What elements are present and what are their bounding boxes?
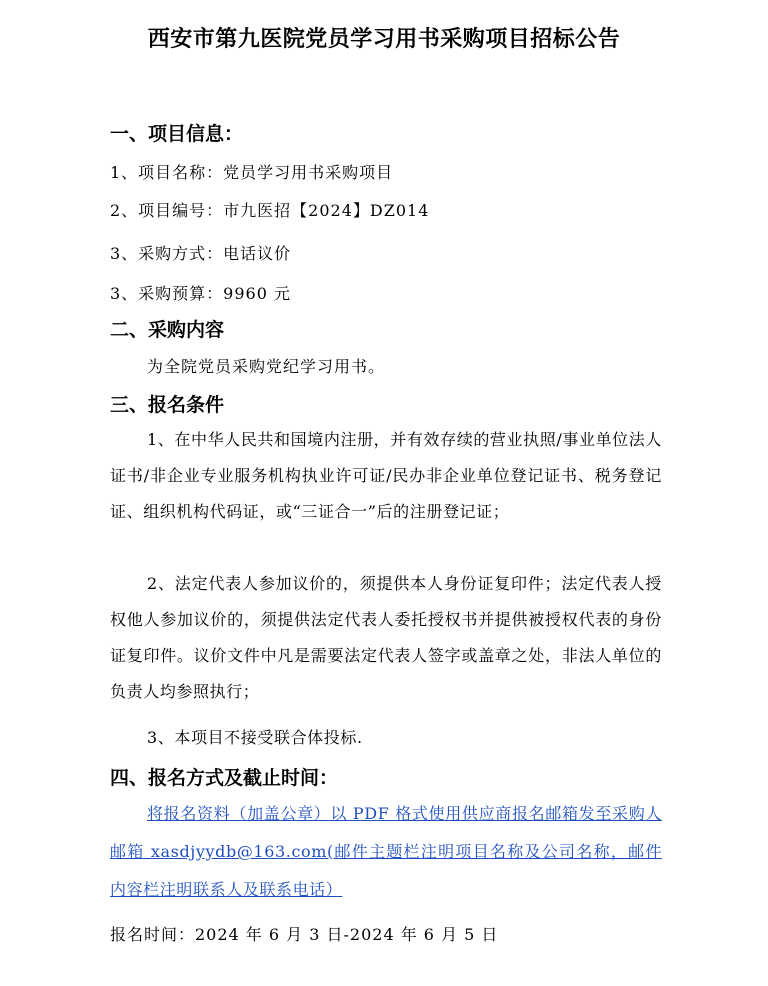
section-heading-purchase-content: 二、采购内容 — [110, 319, 225, 341]
condition-paragraph-2: 2、法定代表人参加议价的，须提供本人身份证复印件；法定代表人授权他人参加议价的，须提供法定代表人委托授权书并提供被授权代表的身份证复印件。议价文件中凡是需要法定代表人签字或盖章之处，非法人单位的负责人均参照执行； — [110, 574, 662, 701]
section-heading-project-info: 一、项目信息： — [110, 123, 244, 145]
condition-paragraph-1: 1、在中华人民共和国境内注册，并有效存续的营业执照/事业单位法人证书/非企业专业服务机构执业许可证/民办非企业单位登记证书、税务登记证、组织机构代码证，或“三证合一”后的注册登记证； — [110, 430, 662, 521]
registration-email-link[interactable]: 将报名资料（加盖公章）以 PDF 格式使用供应商报名邮箱发至采购人邮箱 xasdjyydb@163.com(邮件主题栏注明项目名称及公司名称，邮件内容栏注明联系人及联系电话） — [110, 804, 662, 899]
page-title: 西安市第九医院党员学习用书采购项目招标公告 — [147, 27, 621, 52]
registration-time: 报名时间：2024 年 6 月 3 日-2024 年 6 月 5 日 — [110, 925, 499, 944]
section-heading-registration-conditions: 三、报名条件 — [110, 394, 225, 416]
condition-paragraph-3: 3、本项目不接受联合体投标. — [147, 728, 363, 747]
item-purchase-method: 3、采购方式：电话议价 — [110, 244, 292, 263]
purchase-content-text: 为全院党员采购党纪学习用书。 — [147, 357, 386, 376]
item-purchase-budget: 3、采购预算：9960 元 — [110, 284, 291, 303]
item-project-name: 1、项目名称：党员学习用书采购项目 — [110, 163, 394, 182]
section-heading-registration-method: 四、报名方式及截止时间： — [110, 767, 339, 789]
item-project-number: 2、项目编号：市九医招【2024】DZ014 — [110, 201, 430, 220]
